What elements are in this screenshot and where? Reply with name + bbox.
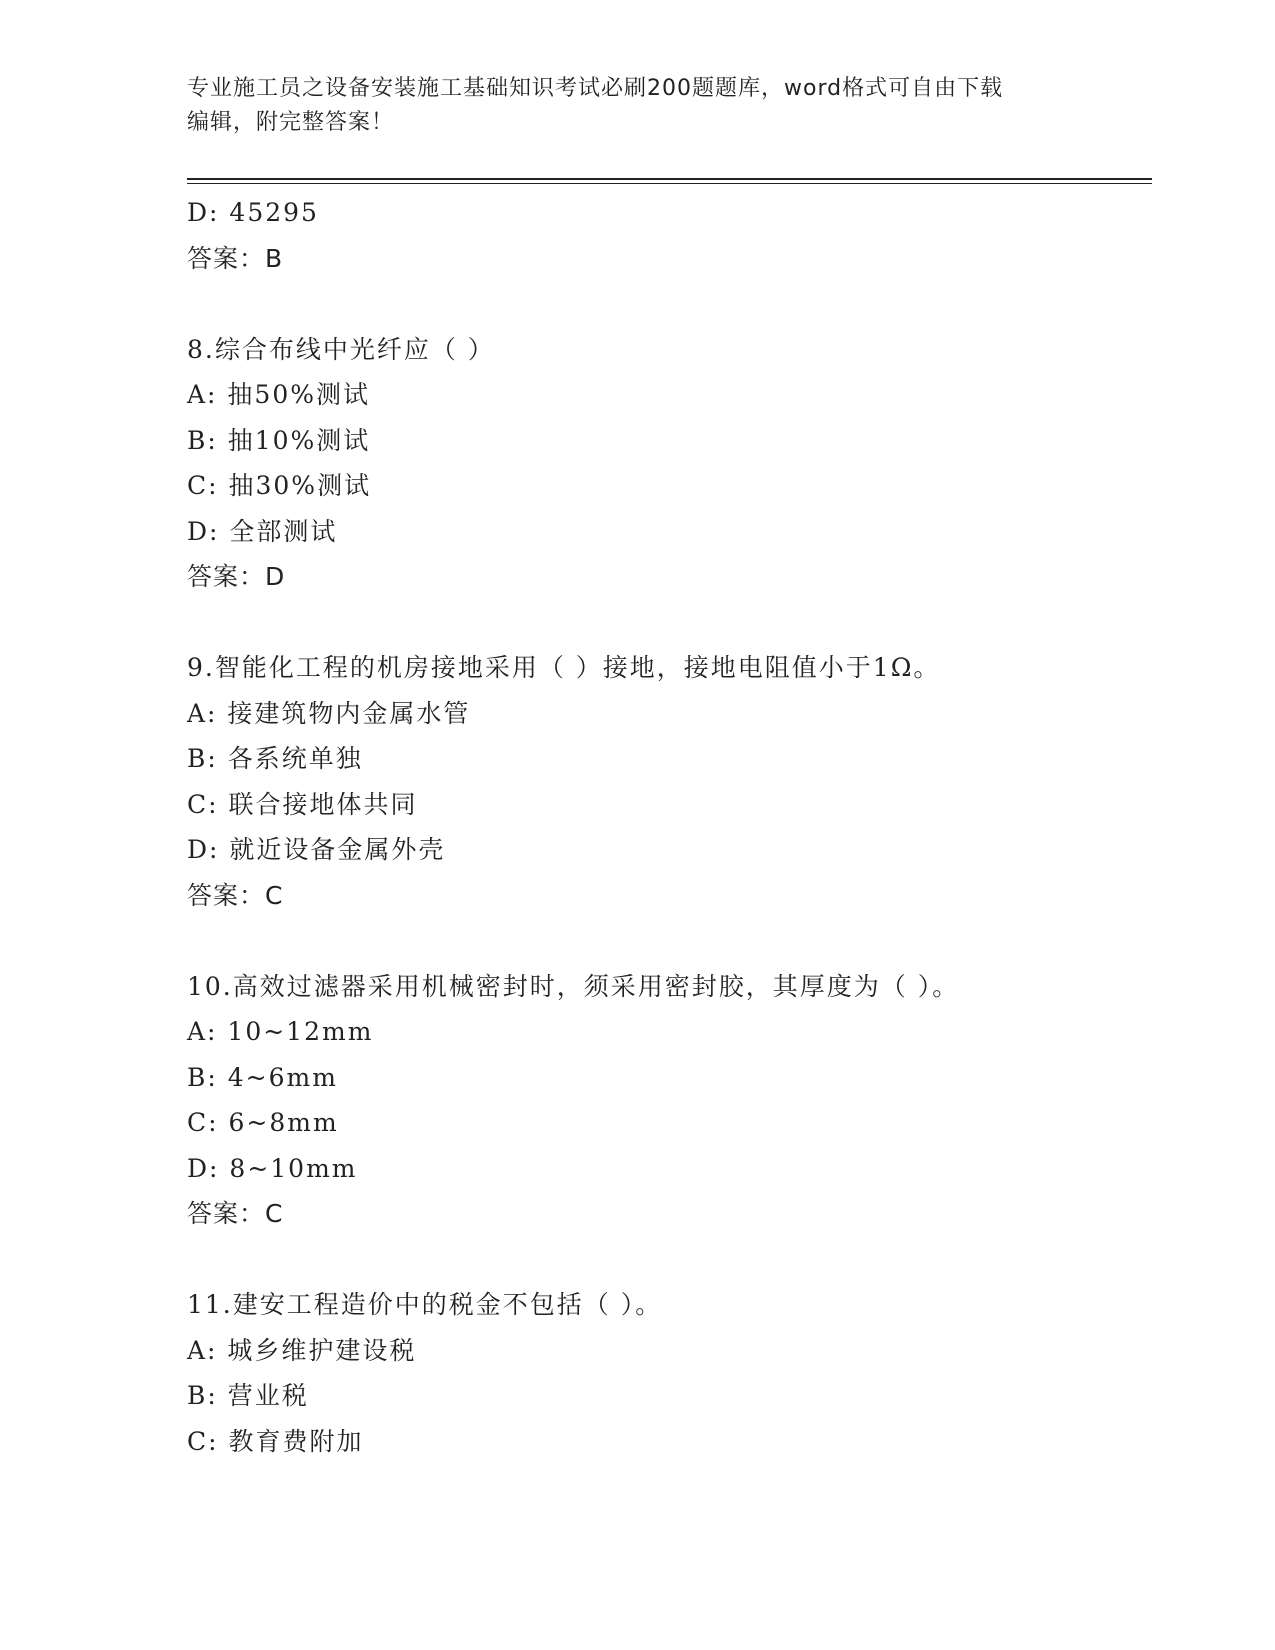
answer-line: 答案：C xyxy=(187,1199,284,1228)
header-divider-thick xyxy=(187,178,1152,180)
option-b: B: 4~6mm xyxy=(187,1062,338,1092)
spacer xyxy=(187,918,1147,964)
spacer xyxy=(187,600,1147,646)
answer-line: 答案：D xyxy=(187,562,286,591)
header-line-2: 编辑，附完整答案！ xyxy=(187,110,395,135)
option-b: B: 抽10%测试 xyxy=(187,425,371,455)
question-title: 10.高效过滤器采用机械密封时，须采用密封胶，其厚度为（ ）。 xyxy=(187,971,960,1001)
header-divider-thin xyxy=(187,183,1152,184)
option-d: D: 8~10mm xyxy=(187,1153,358,1183)
question-11 xyxy=(187,1282,1147,1464)
question-8 xyxy=(187,327,1147,600)
option-c: C: 教育费附加 xyxy=(187,1426,364,1456)
header-line-1: 专业施工员之设备安装施工基础知识考试必刷200题题库，word格式可自由下载 xyxy=(187,76,1004,101)
question-10 xyxy=(187,964,1147,1237)
option-d: D: 全部测试 xyxy=(187,516,338,546)
option-b: B: 营业税 xyxy=(187,1381,309,1410)
option-b: B: 各系统单独 xyxy=(187,744,363,773)
option-a: A: 10~12mm xyxy=(187,1017,374,1046)
option-d: D: 就近设备金属外壳 xyxy=(187,835,446,864)
spacer xyxy=(187,281,1147,327)
answer-line: 答案：C xyxy=(187,880,284,910)
option-c: C: 6~8mm xyxy=(187,1108,339,1137)
question-title: 8.综合布线中光纤应（ ） xyxy=(187,334,495,364)
answer-line: 答案：B xyxy=(187,243,284,273)
option-c: C: 联合接地体共同 xyxy=(187,789,418,819)
question-title: 9.智能化工程的机房接地采用（ ）接地，接地电阻值小于1Ω。 xyxy=(187,653,941,682)
option-d: D: 45295 xyxy=(187,198,319,227)
option-a: A: 抽50%测试 xyxy=(187,380,370,409)
option-a: A: 接建筑物内金属水管 xyxy=(187,698,471,728)
document-header xyxy=(187,72,1067,140)
question-9 xyxy=(187,645,1147,918)
document-body xyxy=(187,190,1147,1464)
option-a: A: 城乡维护建设税 xyxy=(187,1335,417,1365)
question-title: 11.建安工程造价中的税金不包括（ ）。 xyxy=(187,1290,663,1319)
spacer xyxy=(187,1237,1147,1283)
option-c: C: 抽30%测试 xyxy=(187,471,372,500)
